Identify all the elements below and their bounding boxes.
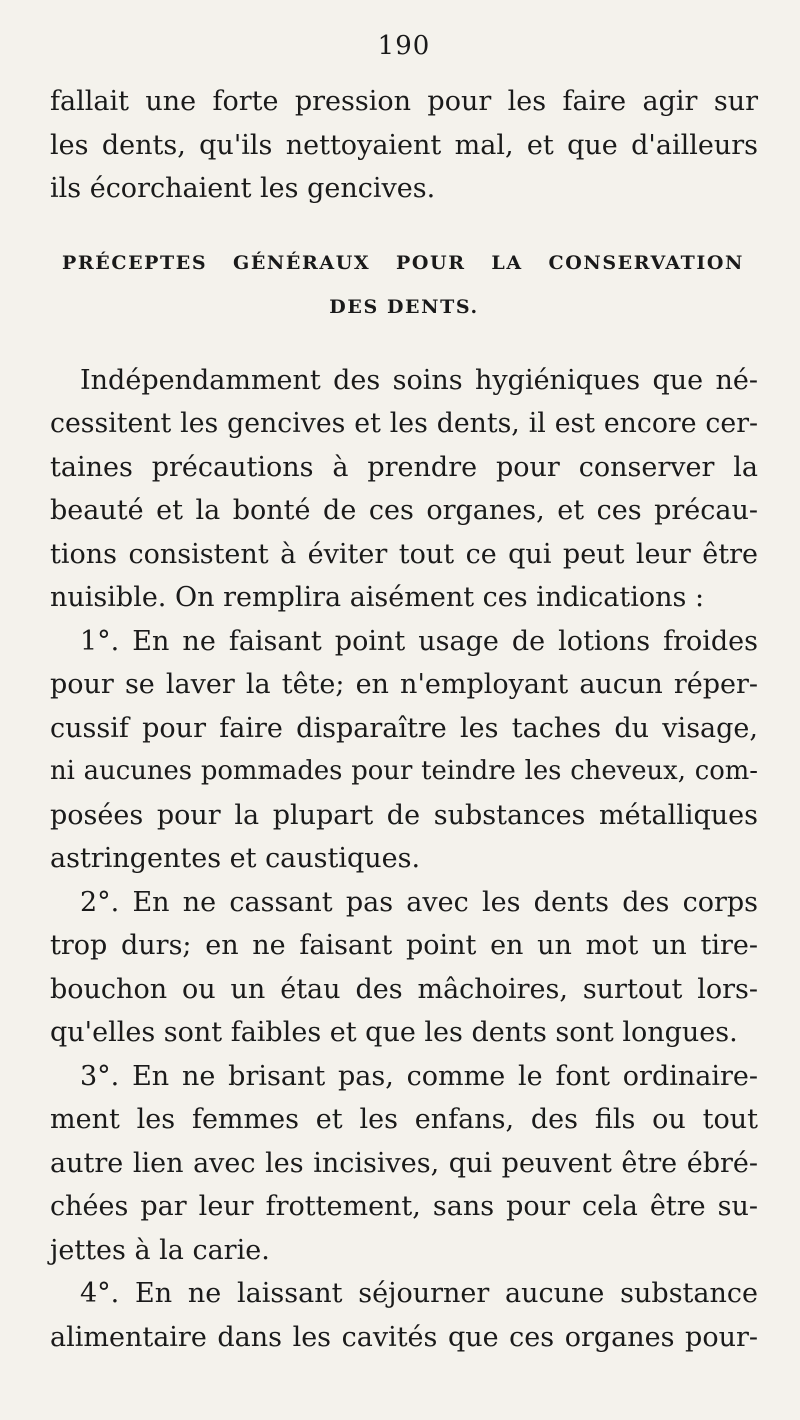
heading-line: PRÉCEPTES GÉNÉRAUX POUR LA CONSERVATION [62, 251, 744, 274]
text-line: ils écorchaient les gencives. [50, 173, 436, 204]
text-line: trop durs; en ne faisant point en un mot un tire- [50, 930, 758, 961]
text-line: qu'elles sont faibles et que les dents sont longues. [50, 1017, 738, 1048]
text-line: 2°. En ne cassant pas avec les dents des corps [80, 886, 758, 918]
text-line: cessitent les gencives et les dents, il est encore cer- [50, 408, 758, 439]
page-number: 190 [377, 31, 431, 61]
text-line: bouchon ou un étau des mâchoires, surtout lors- [50, 973, 758, 1005]
intro-paragraph [50, 359, 758, 620]
text-line: 1°. En ne faisant point usage de lotions froides [80, 625, 758, 657]
text-line: ment les femmes et les enfans, des fils ou tout [50, 1104, 758, 1135]
text-line: cussif pour faire disparaître les taches du visage, [50, 712, 758, 744]
text-line: jettes à la carie. [50, 1234, 270, 1266]
text-line: posées pour la plupart de substances métalliques [50, 799, 758, 831]
text-line: Indépendamment des soins hygiéniques que né- [80, 364, 758, 396]
text-line: autre lien avec les incisives, qui peuvent être ébré- [50, 1147, 758, 1179]
text-line: les dents, qu'ils nettoyaient mal, et que d'ailleurs [50, 129, 758, 161]
section-body [50, 359, 758, 1360]
text-line: taines précautions à prendre pour conserver la [50, 451, 758, 483]
list-item-4 [50, 1272, 758, 1359]
text-line: tions consistent à éviter tout ce qui peut leur être [50, 538, 758, 570]
text-line: 4°. En ne laissant séjourner aucune substance [80, 1278, 758, 1309]
list-item-1 [50, 620, 758, 881]
text-line: alimentaire dans les cavités que ces organes pour- [50, 1321, 758, 1353]
text-line: ni aucunes pommades pour teindre les cheveux, com- [50, 756, 758, 786]
text-line: nuisible. On remplira aisément ces indications : [50, 582, 705, 613]
continued-paragraph [50, 80, 758, 211]
list-item-3 [50, 1055, 758, 1273]
list-item-2 [50, 881, 758, 1055]
text-line: fallait une forte pression pour les faire agir sur [50, 86, 758, 117]
section-heading [50, 241, 758, 329]
text-line: astringentes et caustiques. [50, 843, 421, 874]
text-line: pour se laver la tête; en n'employant aucun réper- [50, 669, 758, 700]
heading-line: DES DENTS. [329, 295, 479, 318]
text-line: beauté et la bonté de ces organes, et ces précau- [50, 495, 758, 526]
text-line: 3°. En ne brisant pas, comme le font ordinaire- [80, 1060, 758, 1092]
text-line: chées par leur frottement, sans pour cela être su- [50, 1191, 758, 1222]
